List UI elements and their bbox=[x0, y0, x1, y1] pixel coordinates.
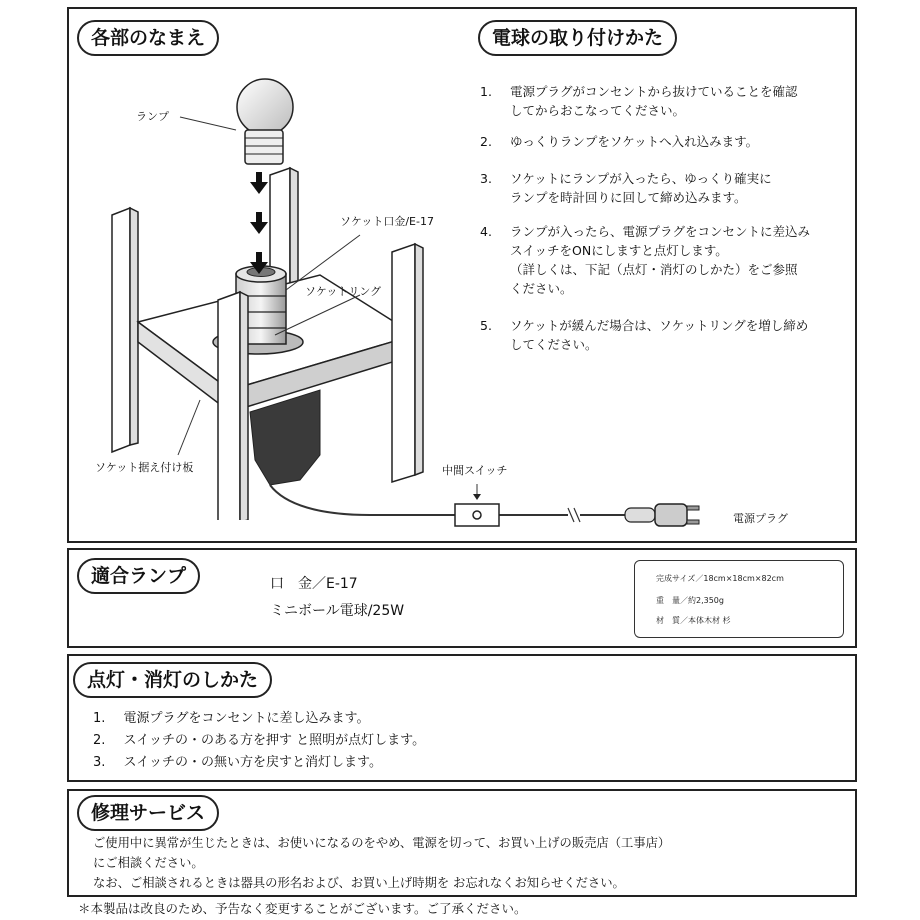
step-line: ソケットにランプが入ったら、ゆっくり確実に bbox=[510, 171, 772, 186]
lamp-base: 口 金／E-17 bbox=[270, 576, 358, 592]
label-socket-ring: ソケットリング bbox=[305, 285, 382, 298]
operation-step-3 bbox=[93, 751, 382, 770]
step-text: スイッチの・の無い方を戻すと消灯します。 bbox=[123, 755, 382, 770]
lamp-bulb-type: ミニボール電球/25W bbox=[270, 603, 405, 619]
step-line: してからおこなってください。 bbox=[510, 103, 686, 118]
step-number: 1. bbox=[93, 711, 106, 726]
front-right-post bbox=[392, 244, 423, 482]
lamp-spec-heading: 適合ランプ bbox=[77, 558, 200, 594]
spec-material: 材 質／本体木材 杉 bbox=[656, 616, 731, 625]
repair-line-3: なお、ご相談されるときは器具の形名および、お買い上げ時期を お忘れなくお知らせください。 bbox=[93, 876, 625, 890]
step-number: 5. bbox=[480, 318, 492, 333]
operation-step-1 bbox=[93, 707, 370, 726]
step-text: 電源プラグをコンセントに差し込みます。 bbox=[123, 711, 370, 726]
step-number: 3. bbox=[93, 755, 106, 770]
step-line: してください。 bbox=[510, 337, 598, 352]
lamp-bulb bbox=[237, 79, 293, 164]
label-lamp: ランプ bbox=[136, 110, 169, 123]
step-line: スイッチをONにしますと点灯します。 bbox=[510, 243, 728, 258]
lamp-illustration bbox=[70, 60, 490, 520]
power-cord bbox=[270, 485, 450, 515]
front-center-post bbox=[218, 292, 248, 520]
repair-line-1: ご使用中に異常が生じたときは、お使いになるのをやめ、電源を切って、お買い上げの販売店（工事店） bbox=[93, 836, 671, 850]
step-text: スイッチの・のある方を押す と照明が点灯します。 bbox=[123, 733, 426, 748]
operation-step-2 bbox=[93, 729, 425, 748]
step-number: 3. bbox=[480, 171, 492, 186]
step-line: ランプを時計回りに回して締め込みます。 bbox=[510, 190, 747, 205]
step-line: ください。 bbox=[510, 281, 573, 296]
step-line: （詳しくは、下記（点灯・消灯のしかた）をご参照 bbox=[510, 262, 798, 277]
step-line: ランプが入ったら、電源プラグをコンセントに差込み bbox=[510, 224, 811, 239]
step-number: 2. bbox=[93, 733, 106, 748]
repair-line-2: にご相談ください。 bbox=[93, 856, 204, 870]
plug-icon bbox=[625, 504, 699, 526]
step-number: 2. bbox=[480, 134, 492, 149]
label-socket-plate: ソケット据え付け板 bbox=[95, 461, 194, 474]
operation-heading: 点灯・消灯のしかた bbox=[73, 662, 272, 698]
parts-heading: 各部のなまえ bbox=[77, 20, 219, 56]
step-line: ゆっくりランプをソケットへ入れ込みます。 bbox=[510, 134, 759, 149]
down-arrow-icon bbox=[250, 172, 268, 274]
spec-size: 完成サイズ／18cm×18cm×82cm bbox=[656, 574, 784, 583]
step-number: 1. bbox=[480, 84, 492, 99]
step-line: 電源プラグがコンセントから抜けていることを確認 bbox=[510, 84, 798, 99]
install-heading: 電球の取り付けかた bbox=[478, 20, 677, 56]
label-middle-switch: 中間スイッチ bbox=[442, 464, 508, 477]
label-socket-base: ソケット口金/E-17 bbox=[340, 215, 434, 228]
repair-heading: 修理サービス bbox=[77, 795, 219, 831]
step-number: 4. bbox=[480, 224, 492, 239]
cord-switch-plug bbox=[450, 482, 770, 542]
footer-note: ＊本製品は改良のため、予告なく変更することがございます。ご了承ください。 bbox=[78, 901, 527, 916]
switch-icon bbox=[455, 504, 499, 526]
label-power-plug: 電源プラグ bbox=[733, 512, 788, 525]
step-line: ソケットが緩んだ場合は、ソケットリングを増し締め bbox=[510, 318, 809, 333]
back-left-post bbox=[112, 208, 138, 452]
spec-weight: 重 量／約2,350g bbox=[656, 596, 724, 605]
